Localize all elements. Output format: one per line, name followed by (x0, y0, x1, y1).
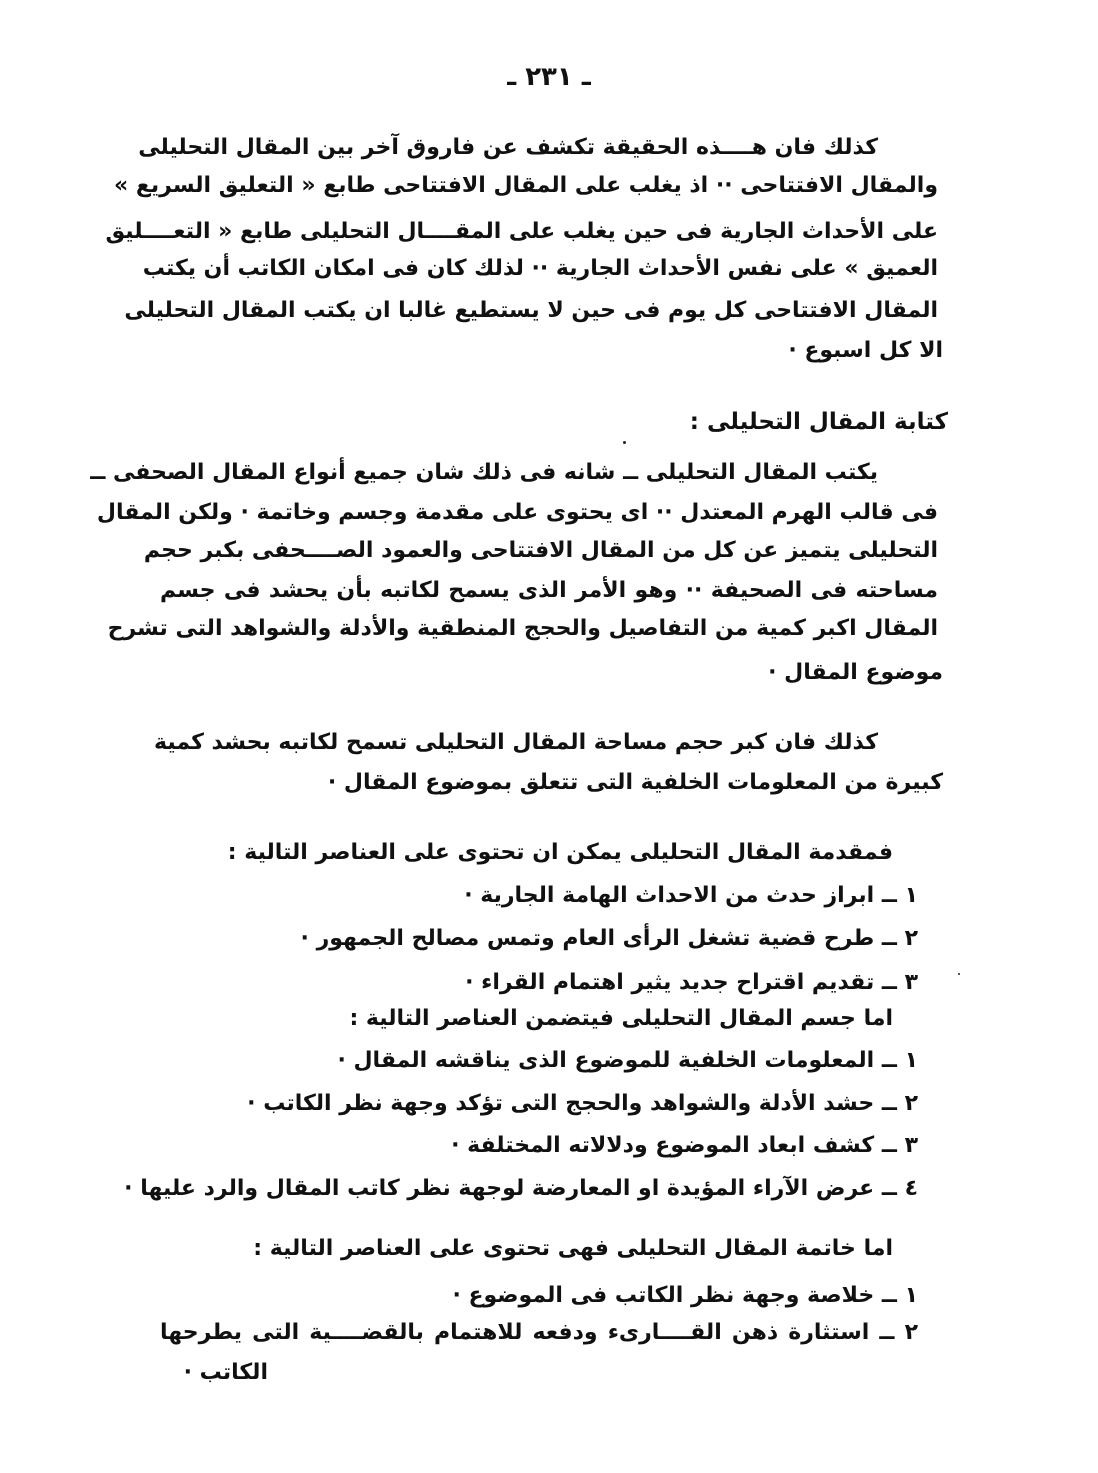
paragraph-1-line-5: المقال الافتتاحى كل يوم فى حين لا يستطيع غالبا ان يكتب المقال التحليلى (124, 298, 938, 323)
intro-list-item-1: ١ ــ ابراز حدث من الاحداث الهامة الجارية · (464, 883, 918, 908)
conclusion-list-item-1: ١ ــ خلاصة وجهة نظر الكاتب فى الموضوع · (452, 1283, 918, 1308)
paragraph-2-line-6: موضوع المقال · (768, 660, 943, 685)
body-list-item-2: ٢ ــ حشد الأدلة والشواهد والحجج التى تؤكد وجهة نظر الكاتب · (247, 1091, 918, 1116)
paragraph-2-line-1: يكتب المقال التحليلى ــ شانه فى ذلك شان جميع أنواع المقال الصحفى ــ (90, 460, 878, 485)
paragraph-3-line-2: كبيرة من المعلومات الخلفية التى تتعلق بموضوع المقال · (327, 770, 943, 795)
body-list-item-3: ٣ ــ كشف ابعاد الموضوع ودلالاته المختلفة · (451, 1133, 918, 1158)
paragraph-2-line-2: فى قالب الهرم المعتدل ·· اى يحتوى على مقدمة وجسم وخاتمة · ولكن المقال (96, 500, 938, 525)
body-list-lead: اما جسم المقال التحليلى فيتضمن العناصر التالية : (349, 1006, 893, 1031)
body-list-item-1: ١ ــ المعلومات الخلفية للموضوع الذى يناقشه المقال · (337, 1048, 918, 1073)
scan-speck (623, 441, 626, 444)
paragraph-1-line-2: والمقال الافتتاحى ·· اذ يغلب على المقال الافتتاحى طابع « التعليق السريع » (114, 173, 938, 198)
conclusion-list-item-2: ٢ ــ استثارة ذهن القــــارىء ودفعه للاهتمام بالقضــــية التى يطرحها (160, 1320, 918, 1345)
intro-list-lead: فمقدمة المقال التحليلى يمكن ان تحتوى على العناصر التالية : (227, 840, 893, 865)
paragraph-2-line-3: التحليلى يتميز عن كل من المقال الافتتاحى والعمود الصــــحفى بكبر حجم (143, 538, 938, 563)
paragraph-1-line-3: على الأحداث الجارية فى حين يغلب على المقــــال التحليلى طابع « التعــــليق (105, 219, 938, 244)
paragraph-1-line-1: كذلك فان هــــذه الحقيقة تكشف عن فاروق آخر بين المقال التحليلى (138, 135, 878, 160)
body-list-item-4: ٤ ــ عرض الآراء المؤيدة او المعارضة لوجهة نظر كاتب المقال والرد عليها · (124, 1176, 918, 1201)
paragraph-2-line-5: المقال اكبر كمية من التفاصيل والحجج المنطقية والأدلة والشواهد التى تشرح (107, 616, 938, 641)
paragraph-3-line-1: كذلك فان كبر حجم مساحة المقال التحليلى تسمح لكاتبه بحشد كمية (154, 730, 878, 755)
paragraph-2-line-4: مساحته فى الصحيفة ·· وهو الأمر الذى يسمح لكاتبه بأن يحشد فى جسم (160, 578, 938, 603)
conclusion-list-item-2-continued: الكاتب · (183, 1360, 268, 1385)
paragraph-1-line-4: العميق » على نفس الأحداث الجارية ·· لذلك كان فى امكان الكاتب أن يكتب (142, 256, 938, 281)
section-heading: كتابة المقال التحليلى : (689, 409, 948, 435)
intro-list-item-3: ٣ ــ تقديم اقتراح جديد يثير اهتمام القراء · (465, 970, 918, 995)
conclusion-list-lead: اما خاتمة المقال التحليلى فهى تحتوى على العناصر التالية : (253, 1236, 893, 1261)
scan-speck (958, 973, 960, 975)
paragraph-1-line-6: الا كل اسبوع · (788, 338, 943, 363)
page-number: ـ ٢٣١ ـ (507, 62, 591, 92)
intro-list-item-2: ٢ ــ طرح قضية تشغل الرأى العام وتمس مصالح الجمهور · (300, 926, 918, 951)
